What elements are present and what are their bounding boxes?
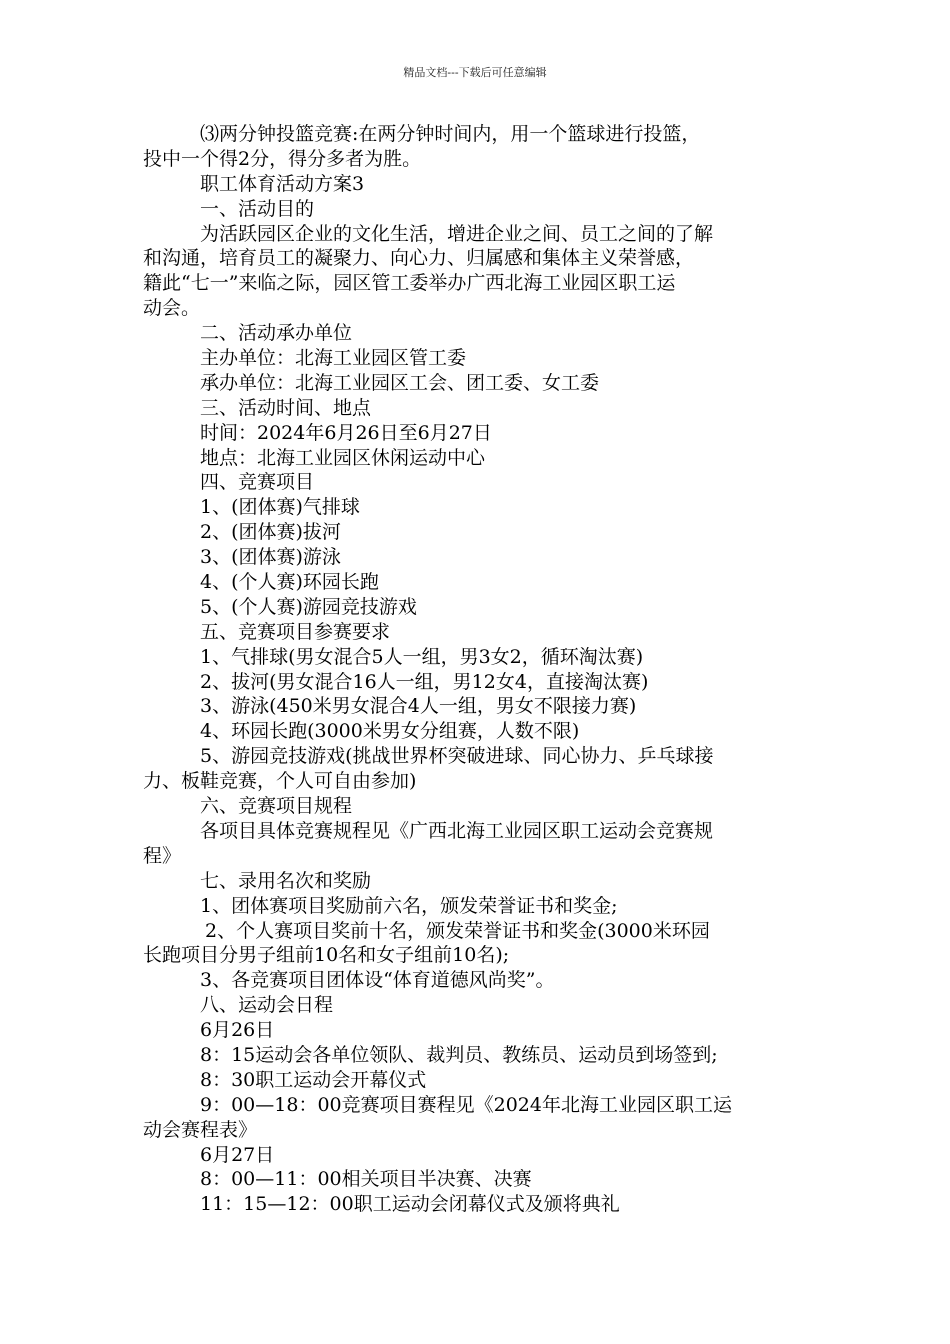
text-line: 3、(团体赛)游泳 — [200, 546, 341, 569]
text-line: 八、运动会日程 — [200, 994, 334, 1017]
text-line: 8：30职工运动会开幕仪式 — [200, 1068, 427, 1091]
text-line: 七、录用名次和奖励 — [200, 869, 372, 892]
text-line: 2、(团体赛)拔河 — [200, 521, 341, 544]
text-line: 籍此“七一”来临之际，园区管工委举办广西北海工业园区职工运 — [143, 272, 676, 295]
text-line: 力、板鞋竞赛，个人可自由参加) — [143, 770, 417, 793]
text-line: 6月27日 — [200, 1143, 275, 1166]
text-line: 和沟通，培育员工的凝聚力、向心力、归属感和集体主义荣誉感， — [143, 247, 695, 270]
text-line: 6月26日 — [200, 1019, 275, 1042]
text-line: 2、拔河(男女混合16人一组，男12女4，直接淘汰赛) — [200, 670, 649, 693]
text-line: 1、(团体赛)气排球 — [200, 496, 360, 519]
text-line: 4、环园长跑(3000米男女分组赛，人数不限) — [200, 720, 580, 743]
text-line: 动会赛程表》 — [143, 1118, 258, 1141]
text-line: 4、(个人赛)环园长跑 — [200, 571, 379, 594]
text-line: 承办单位：北海工业园区工会、团工委、女工委 — [200, 371, 600, 394]
text-line: 投中一个得2分，得分多者为胜。 — [143, 147, 422, 170]
text-line: 职工体育活动方案3 — [200, 172, 365, 195]
text-line: 地点：北海工业园区休闲运动中心 — [200, 446, 486, 469]
text-line: 2、个人赛项目奖前十名，颁发荣誉证书和奖金(3000米环园 — [205, 919, 710, 942]
text-line: 动会。 — [143, 297, 201, 320]
text-line: 5、游园竞技游戏(挑战世界杯突破进球、同心协力、乒乓球接 — [200, 745, 714, 768]
text-line: 长跑项目分男子组前10名和女子组前10名); — [143, 944, 510, 967]
text-line: 二、活动承办单位 — [200, 322, 353, 345]
page-header: 精品文档---下载后可任意编辑 — [403, 66, 547, 79]
text-line: 三、活动时间、地点 — [200, 396, 372, 419]
text-line: 3、各竞赛项目团体设“体育道德风尚奖”。 — [200, 969, 555, 992]
text-line: 8：15运动会各单位领队、裁判员、教练员、运动员到场签到; — [200, 1043, 718, 1066]
text-line: ⑶两分钟投篮竞赛:在两分钟时间内，用一个篮球进行投篮， — [200, 123, 701, 145]
text-line: 1、团体赛项目奖励前六名，颁发荣誉证书和奖金; — [200, 894, 618, 917]
text-line: 主办单位：北海工业园区管工委 — [200, 347, 467, 370]
text-line: 五、竞赛项目参赛要求 — [200, 620, 391, 643]
text-line: 11：15—12：00职工运动会闭幕仪式及颁将典礼 — [200, 1193, 620, 1216]
text-line: 为活跃园区企业的文化生活，增进企业之间、员工之间的了解 — [200, 222, 714, 245]
text-line: 六、竞赛项目规程 — [200, 795, 353, 818]
document-body — [143, 122, 809, 1217]
text-line: 1、气排球(男女混合5人一组，男3女2，循环淘汰赛) — [200, 645, 644, 668]
text-line: 各项目具体竞赛规程见《广西北海工业园区职工运动会竞赛规 — [200, 819, 714, 842]
text-line: 3、游泳(450米男女混合4人一组，男女不限接力赛) — [200, 695, 637, 718]
text-line: 四、竞赛项目 — [200, 471, 315, 494]
text-line: 一、活动目的 — [200, 197, 315, 220]
text-line: 9：00—18：00竞赛项目赛程见《2024年北海工业园区职工运 — [200, 1093, 732, 1116]
text-line: 时间：2024年6月26日至6月27日 — [200, 421, 492, 444]
text-line: 程》 — [143, 844, 182, 867]
text-line: 8：00—11：00相关项目半决赛、决赛 — [200, 1168, 532, 1191]
text-line: 5、(个人赛)游园竞技游戏 — [200, 595, 417, 618]
